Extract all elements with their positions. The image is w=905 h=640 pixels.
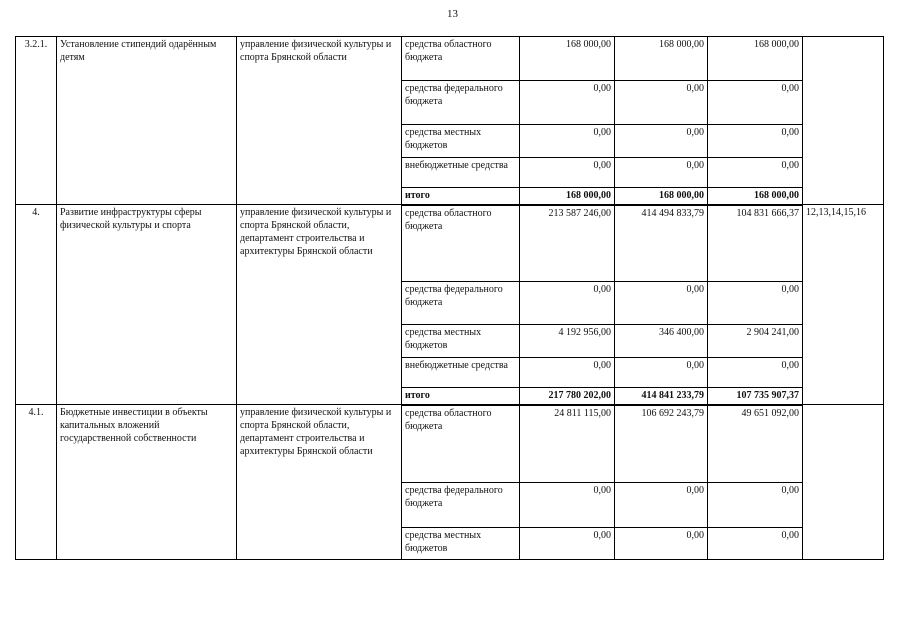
amount-year-3: 107 735 907,37 bbox=[708, 388, 803, 405]
funding-source: средства федерального бюджета bbox=[402, 81, 520, 125]
amount-year-2: 168 000,00 bbox=[615, 188, 708, 205]
amount-year-2: 346 400,00 bbox=[615, 325, 708, 358]
amount-year-1: 0,00 bbox=[520, 125, 615, 158]
table-row bbox=[16, 205, 884, 282]
item-executor: управление физической культуры и спорта Брянской области bbox=[237, 37, 402, 205]
amount-year-1: 213 587 246,00 bbox=[520, 205, 615, 282]
funding-source: внебюджетные средства bbox=[402, 158, 520, 188]
amount-year-2: 106 692 243,79 bbox=[615, 405, 708, 483]
amount-year-1: 0,00 bbox=[520, 358, 615, 388]
funding-source: средства федерального бюджета bbox=[402, 483, 520, 528]
funding-source: итого bbox=[402, 388, 520, 405]
funding-source: средства местных бюджетов bbox=[402, 125, 520, 158]
amount-year-1: 4 192 956,00 bbox=[520, 325, 615, 358]
table-row bbox=[16, 405, 884, 483]
item-name: Развитие инфраструктуры сферы физической культуры и спорта bbox=[57, 205, 237, 405]
amount-year-2: 414 494 833,79 bbox=[615, 205, 708, 282]
amount-year-1: 168 000,00 bbox=[520, 37, 615, 81]
indicator-numbers bbox=[803, 405, 884, 560]
funding-source: средства местных бюджетов bbox=[402, 528, 520, 560]
funding-source: средства федерального бюджета bbox=[402, 282, 520, 325]
item-number: 4. bbox=[16, 205, 57, 405]
amount-year-2: 414 841 233,79 bbox=[615, 388, 708, 405]
indicator-numbers: 12,13,14,15,16 bbox=[803, 205, 884, 405]
funding-source: средства областного бюджета bbox=[402, 37, 520, 81]
item-number: 3.2.1. bbox=[16, 37, 57, 205]
item-name: Установление стипендий одарённым детям bbox=[57, 37, 237, 205]
amount-year-3: 168 000,00 bbox=[708, 188, 803, 205]
amount-year-2: 168 000,00 bbox=[615, 37, 708, 81]
amount-year-3: 49 651 092,00 bbox=[708, 405, 803, 483]
amount-year-3: 0,00 bbox=[708, 125, 803, 158]
amount-year-2: 0,00 bbox=[615, 282, 708, 325]
amount-year-3: 2 904 241,00 bbox=[708, 325, 803, 358]
amount-year-1: 0,00 bbox=[520, 158, 615, 188]
funding-source: средства местных бюджетов bbox=[402, 325, 520, 358]
funding-source: средства областного бюджета bbox=[402, 205, 520, 282]
indicator-numbers bbox=[803, 37, 884, 205]
amount-year-3: 0,00 bbox=[708, 81, 803, 125]
funding-source: средства областного бюджета bbox=[402, 405, 520, 483]
amount-year-3: 168 000,00 bbox=[708, 37, 803, 81]
amount-year-3: 0,00 bbox=[708, 158, 803, 188]
table-row bbox=[16, 37, 884, 81]
amount-year-2: 0,00 bbox=[615, 81, 708, 125]
item-name: Бюджетные инвестиции в объекты капитальных вложений государственной собственности bbox=[57, 405, 237, 560]
amount-year-1: 217 780 202,00 bbox=[520, 388, 615, 405]
amount-year-3: 0,00 bbox=[708, 282, 803, 325]
amount-year-2: 0,00 bbox=[615, 158, 708, 188]
amount-year-2: 0,00 bbox=[615, 528, 708, 560]
amount-year-3: 0,00 bbox=[708, 528, 803, 560]
funding-source: итого bbox=[402, 188, 520, 205]
amount-year-2: 0,00 bbox=[615, 125, 708, 158]
amount-year-1: 0,00 bbox=[520, 528, 615, 560]
funding-source: внебюджетные средства bbox=[402, 358, 520, 388]
item-executor: управление физической культуры и спорта Брянской области, департамент строительства и архитектуры Брянской области bbox=[237, 405, 402, 560]
amount-year-1: 0,00 bbox=[520, 483, 615, 528]
amount-year-2: 0,00 bbox=[615, 358, 708, 388]
amount-year-3: 0,00 bbox=[708, 358, 803, 388]
budget-table bbox=[15, 36, 884, 560]
page-number: 13 bbox=[447, 8, 458, 20]
amount-year-1: 168 000,00 bbox=[520, 188, 615, 205]
amount-year-1: 24 811 115,00 bbox=[520, 405, 615, 483]
amount-year-3: 0,00 bbox=[708, 483, 803, 528]
item-executor: управление физической культуры и спорта Брянской области, департамент строительства и архитектуры Брянской области bbox=[237, 205, 402, 405]
amount-year-3: 104 831 666,37 bbox=[708, 205, 803, 282]
amount-year-1: 0,00 bbox=[520, 81, 615, 125]
amount-year-1: 0,00 bbox=[520, 282, 615, 325]
item-number: 4.1. bbox=[16, 405, 57, 560]
amount-year-2: 0,00 bbox=[615, 483, 708, 528]
